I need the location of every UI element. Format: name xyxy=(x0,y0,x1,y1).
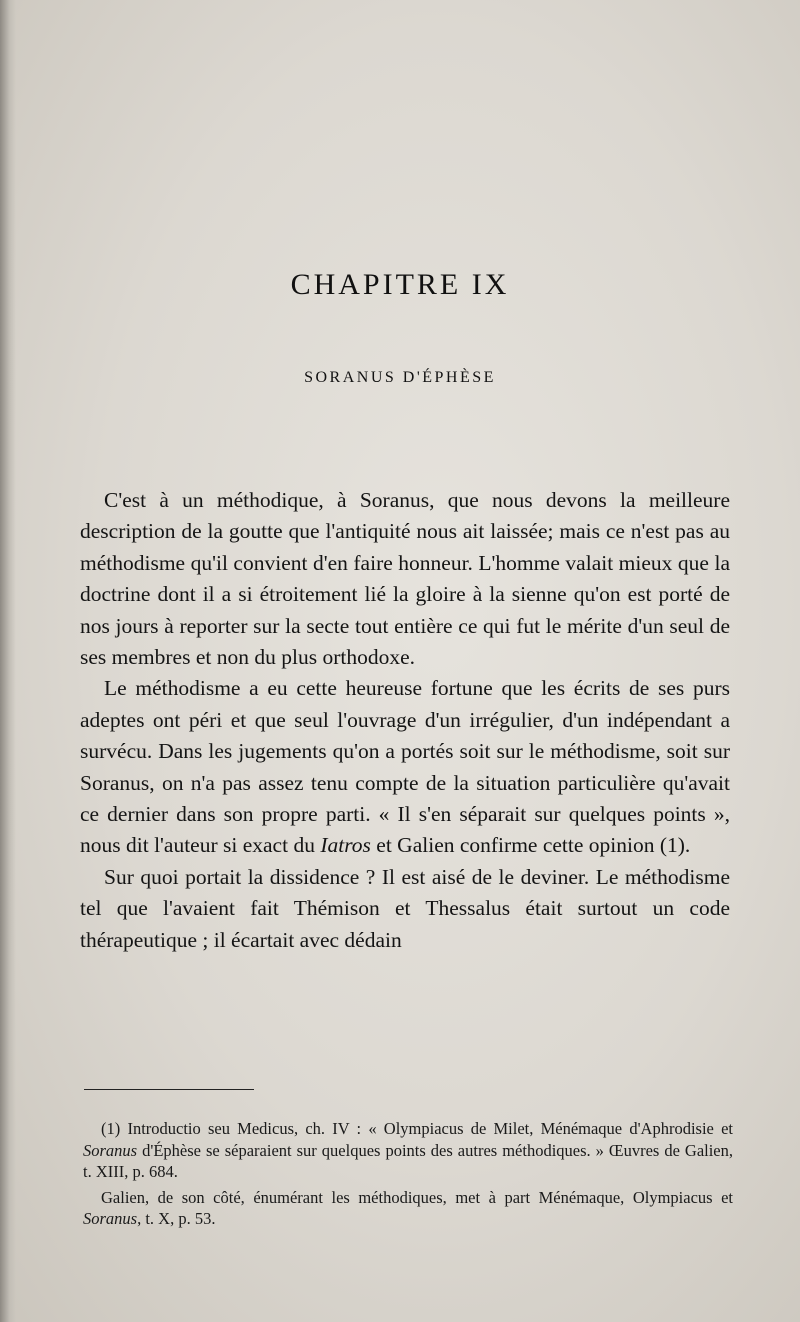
footnote-1-text: (1) Introductio seu Medicus, ch. IV : « Olympiacus de Milet, Ménémaque d'Aphrodisie et xyxy=(101,1119,733,1138)
paragraph-2 xyxy=(80,673,730,861)
paragraph-2-text: Le méthodisme a eu cette heureuse fortune que les écrits de ses purs adeptes ont péri et que seul l'ouvrage d'un irrégulier, d'un indépendant a survécu. Dans les jugements qu'on a portés soit sur le méthodisme, soit sur Soranus, on n'a pas assez tenu compte de la situation particulière qu'avait ce dernier dans son propre parti. « Il s'en séparait sur quelques points », nous dit l'auteur si exact du xyxy=(80,676,730,858)
footnote-2-text: Galien, de son côté, énumérant les méthodiques, met à part Ménémaque, Olympiacus et xyxy=(101,1187,733,1207)
paragraph-3: Sur quoi portait la dissidence ? Il est aisé de le deviner. Le méthodisme tel que l'avaient fait Thémison et Thessalus était surtout un code thérapeutique ; il écartait avec dédain xyxy=(80,864,730,952)
chapter-body xyxy=(80,485,730,956)
paragraph-2-italic: Iatros xyxy=(320,833,371,858)
footnotes xyxy=(83,1118,733,1230)
footnote-1-italic: Soranus xyxy=(83,1140,138,1160)
chapter-title: CHAPITRE IX xyxy=(290,268,510,301)
chapter-subtitle: SORANUS D'ÉPHÈSE xyxy=(304,369,496,386)
footnote-rule xyxy=(84,1089,254,1090)
footnote-1 xyxy=(83,1118,733,1183)
paragraph-2-end: et Galien confirme cette opinion (1). xyxy=(376,833,691,858)
footnote-2-end: , t. X, p. 53. xyxy=(137,1209,216,1228)
footnote-2 xyxy=(83,1187,733,1230)
footnote-1-end: d'Éphèse se séparaient sur quelques points des autres méthodiques. » Œuvres de Galien, t. XIII, p. 684. xyxy=(83,1140,734,1181)
footnote-2-italic: Soranus xyxy=(83,1209,138,1228)
page-gutter-shadow xyxy=(0,0,16,1322)
paragraph-1: C'est à un méthodique, à Soranus, que nous devons la meilleure description de la goutte que l'antiquité nous ait laissée; mais ce n'est pas au méthodisme qu'il convient d'en faire honneur. L'homme valait mieux que la doctrine dont il a si étroitement lié la gloire à la sienne qu'on est porté de nos jours à reporter sur la secte tout entière ce qui fut le mérite d'un seul de ses membres et non du plus orthodoxe. xyxy=(80,488,730,670)
